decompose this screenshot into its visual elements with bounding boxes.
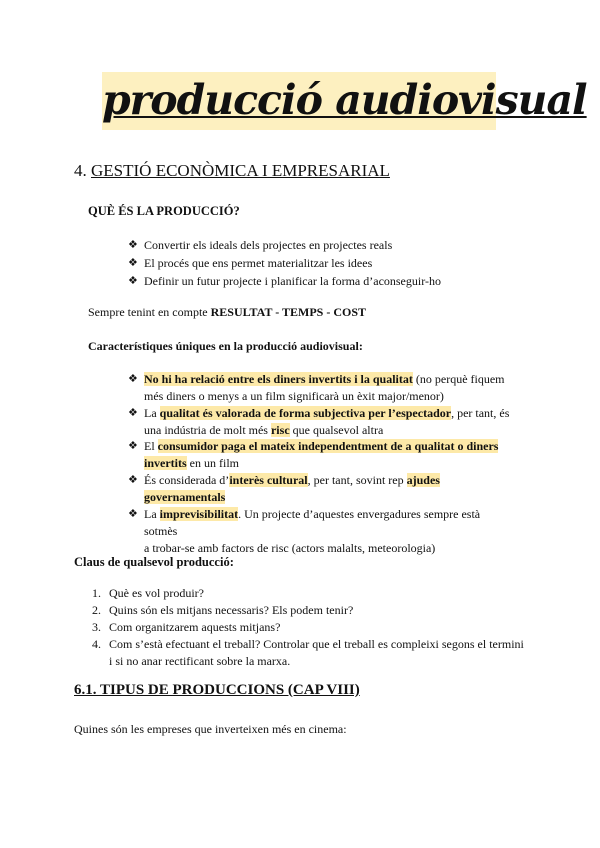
section-title: GESTIÓ ECONÒMICA I EMPRESARIAL	[91, 161, 390, 180]
section-heading	[74, 161, 390, 181]
emphasis-text: RESULTAT - TEMPS - COST	[210, 305, 367, 319]
always-line: Sempre tenint en compte RESULTAT - TEMPS - COST	[88, 305, 367, 319]
diamond-bullet-icon: ❖	[128, 407, 138, 419]
diamond-bullet-icon: ❖	[128, 508, 138, 520]
paragraph: Quines són les empreses que inverteixen més en cinema:	[74, 722, 347, 736]
diamond-bullet-icon: ❖	[128, 440, 138, 452]
diamond-bullet-icon: ❖	[128, 275, 138, 287]
diamond-bullet-icon: ❖	[128, 474, 138, 486]
diamond-bullet-icon: ❖	[128, 257, 138, 269]
subsection-heading: 6.1. TIPUS DE PRODUCCIONS (CAP VIII)	[74, 682, 360, 698]
keys-heading: Claus de qualsevol producció:	[74, 555, 234, 569]
section-number: 4.	[74, 161, 87, 180]
subheading: QUÈ ÉS LA PRODUCCIÓ?	[88, 204, 240, 218]
characteristics-heading: Característiques úniques en la producció audiovisual:	[88, 339, 363, 353]
page-title: producció audiovisual	[102, 76, 587, 124]
diamond-bullet-icon: ❖	[128, 239, 138, 251]
diamond-bullet-icon: ❖	[128, 373, 138, 385]
